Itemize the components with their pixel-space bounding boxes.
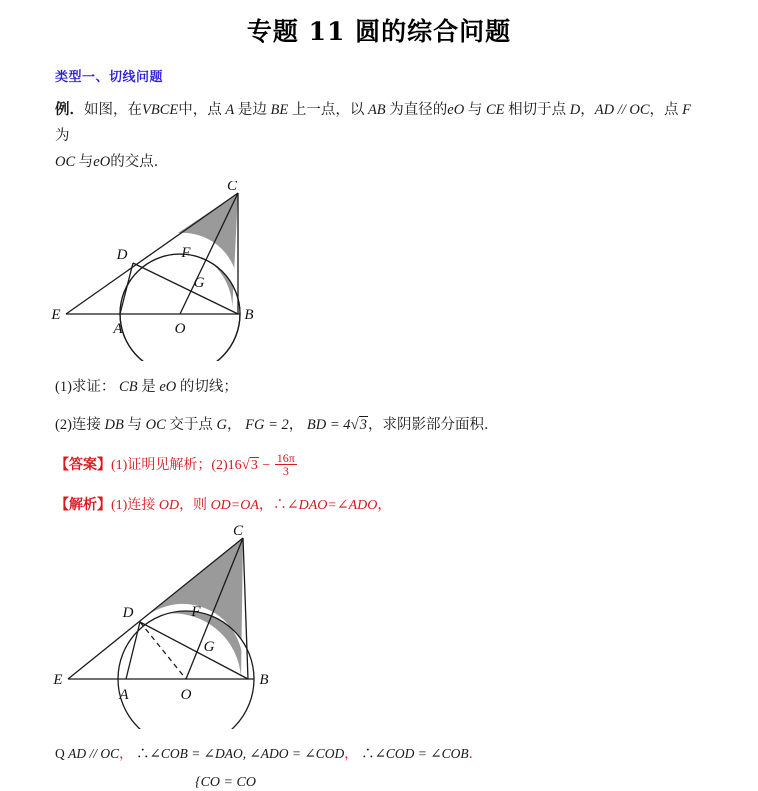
problem-text-j: 为	[55, 128, 70, 144]
question-2-num: (2)	[55, 417, 72, 433]
geometry-figure-1	[0, 181, 758, 361]
analysis-line	[55, 494, 703, 518]
question-2-text-c: 交于点	[169, 417, 213, 433]
proof-brace-line	[195, 775, 758, 791]
question-2-math-g: G	[216, 417, 228, 433]
label-F: F	[181, 245, 191, 261]
document-page	[0, 12, 758, 791]
analysis-text-a: (1)连接	[111, 498, 156, 514]
question-2-math-bd: BD = 4√3	[306, 417, 368, 433]
question-2-math-oc: OC	[145, 417, 166, 433]
answer-minus: −	[262, 458, 271, 473]
problem-text-l: 的交点．	[110, 154, 169, 170]
problem-text-f: 与	[467, 102, 483, 118]
label-E: E	[51, 307, 61, 323]
problem-text-i: ，点	[649, 102, 679, 118]
geometry-figure-2	[0, 524, 758, 729]
figure-2-svg	[0, 524, 758, 729]
question-2	[55, 413, 703, 437]
proof-brace-content: {CO = CO	[195, 775, 256, 791]
label-B-2: B	[259, 672, 269, 689]
proof-comma-2: ，	[344, 746, 358, 762]
question-1	[55, 375, 703, 399]
problem-text-a: 如图，在	[84, 102, 142, 118]
question-1-text-a: 求证：	[71, 379, 116, 395]
question-2-math-db: DB	[104, 417, 124, 433]
page-title: 专题 11 圆的综合问题	[246, 17, 512, 46]
problem-point-f: F	[682, 102, 691, 118]
problem-circle-o-1: eO	[447, 102, 465, 118]
label-O: O	[174, 321, 186, 337]
question-1-math-circle: eO	[159, 379, 177, 395]
label-C: C	[226, 181, 238, 194]
answer-radicand: 3	[250, 458, 258, 473]
label-C-2: C	[232, 524, 244, 540]
analysis-text-d: ，	[377, 498, 392, 514]
problem-seg-oc: OC	[55, 154, 76, 170]
problem-triangle-bce: VBCE	[142, 102, 179, 118]
question-2-text-f: ，求阴影部分面积．	[368, 417, 499, 433]
proof-math-1: AD // OC	[68, 746, 120, 762]
problem-text-b: 中，点	[178, 102, 222, 118]
proof-therefore-1: ∴	[136, 746, 150, 762]
question-2-bd-radicand: 3	[359, 417, 368, 433]
line-do-dashed	[140, 622, 186, 679]
problem-text-e: 为直径的	[389, 102, 448, 118]
question-2-text-d: ，	[227, 417, 242, 433]
answer-frac-numerator: 16π	[276, 451, 295, 466]
problem-text-d: 上一点，以	[291, 102, 365, 118]
problem-text-h: ，	[580, 102, 595, 118]
problem-text-c: 是边	[237, 102, 267, 118]
analysis-label: 【解析】	[55, 498, 111, 514]
proof-line	[55, 743, 703, 765]
proof-period: ．	[468, 746, 483, 762]
question-1-num: (1)	[55, 379, 72, 395]
question-2-bd-coef: BD = 4	[306, 417, 351, 433]
label-E-2: E	[53, 672, 63, 689]
analysis-math-eq: OD=OA	[210, 498, 259, 514]
problem-statement	[55, 97, 703, 175]
label-A-2: A	[119, 687, 129, 704]
question-2-text-b: 与	[127, 417, 143, 433]
answer-fraction	[275, 452, 297, 477]
answer-sqrt-term: 16√3	[227, 457, 258, 473]
proof-comma-1: ，	[119, 746, 133, 762]
problem-text-g: 相切于点	[508, 102, 567, 118]
answer-frac-denominator: 3	[282, 464, 289, 479]
problem-circle-o-2: eO	[93, 154, 111, 170]
label-O-2: O	[180, 687, 192, 704]
analysis-math-od: OD	[158, 498, 180, 514]
question-1-text-b: 是	[141, 379, 156, 395]
proof-math-2: ∠COB = ∠DAO, ∠ADO = ∠COD	[149, 746, 345, 762]
answer-coef: 16	[227, 458, 242, 473]
problem-seg-ce: CE	[485, 102, 505, 118]
problem-seg-ab: AB	[367, 102, 386, 118]
analysis-text-b: ，则	[179, 498, 208, 514]
problem-point-a: A	[225, 102, 235, 118]
proof-q-symbol: Q	[55, 746, 65, 762]
proof-therefore-2: ∴	[361, 746, 375, 762]
proof-math-3: ∠COD = ∠COB	[374, 746, 469, 762]
label-G: G	[193, 275, 205, 291]
label-F-2: F	[191, 604, 201, 621]
answer-line	[55, 453, 703, 478]
label-D: D	[116, 247, 128, 263]
label-A: A	[113, 321, 123, 337]
section-heading: 类型一、切线问题	[55, 70, 164, 85]
figure-1-svg	[0, 181, 758, 361]
label-G-2: G	[203, 639, 215, 656]
analysis-math-angles: ∠DAO=∠ADO	[286, 498, 378, 514]
problem-point-d: D	[569, 102, 581, 118]
question-1-text-c: 的切线；	[179, 379, 238, 395]
label-B: B	[244, 307, 254, 323]
question-1-math-cb: CB	[119, 379, 138, 395]
problem-lead: 例．	[55, 102, 84, 118]
problem-text-k: 与	[78, 154, 94, 170]
answer-label: 【答案】	[55, 458, 111, 473]
question-2-math-fg: FG = 2	[245, 417, 289, 433]
question-2-text-e: ，	[288, 417, 304, 433]
analysis-text-c: ，∴	[258, 498, 287, 514]
problem-parallel-ad-oc: AD // OC	[594, 102, 650, 118]
question-2-text-a: 连接	[71, 417, 101, 433]
problem-seg-be: BE	[270, 102, 289, 118]
label-D-2: D	[122, 605, 134, 622]
answer-part1: (1)证明见解析；(2)	[111, 458, 228, 473]
